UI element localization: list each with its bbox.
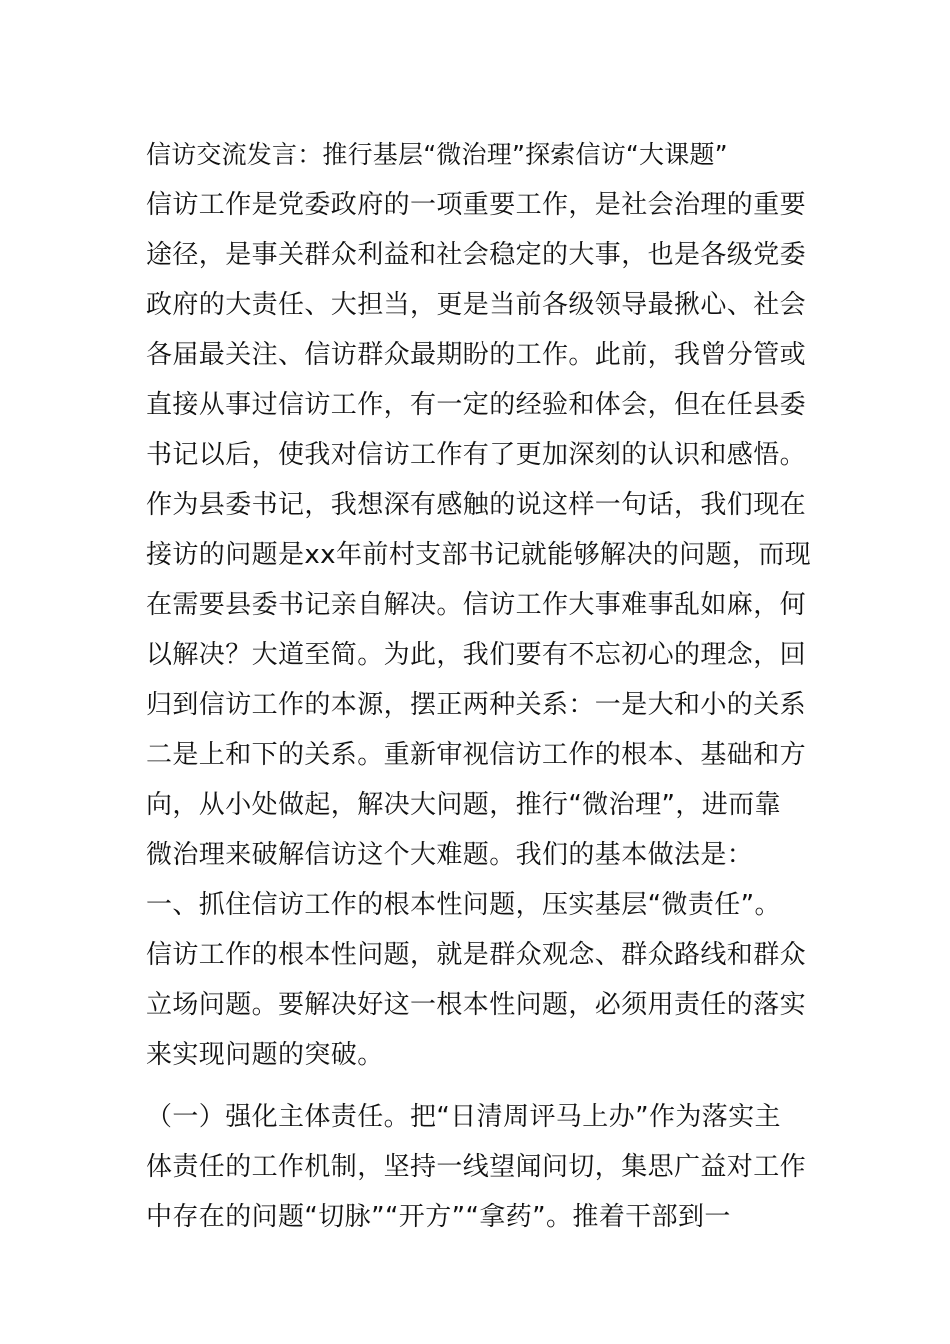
paragraph-line: 立场问题。要解决好这一根本性问题，必须用责任的落实 <box>146 990 807 1020</box>
paragraph-line: 来实现问题的突破。 <box>146 1040 384 1070</box>
section-heading: 一、抓住信访工作的根本性问题，压实基层“微责任”。 <box>146 890 781 920</box>
paragraph-line: 向，从小处做起，解决大问题，推行“微治理”，进而靠 <box>146 790 781 820</box>
paragraph-line: 接访的问题是xx年前村支部书记就能够解决的问题，而现 <box>146 540 812 570</box>
subsection-line: （一）强化主体责任。把“日清周评马上办”作为落实主 <box>146 1102 781 1132</box>
paragraph-gap <box>146 1080 816 1092</box>
paragraph-line: 政府的大责任、大担当，更是当前各级领导最揪心、社会 <box>146 290 807 320</box>
paragraph-line: 微治理来破解信访这个大难题。我们的基本做法是： <box>146 840 754 870</box>
paragraph-line: 各届最关注、信访群众最期盼的工作。此前，我曾分管或 <box>146 340 807 370</box>
paragraph-line: 以解决？大道至简。为此，我们要有不忘初心的理念，回 <box>146 640 807 670</box>
document-body <box>146 130 816 1242</box>
paragraph-line: 在需要县委书记亲自解决。信访工作大事难事乱如麻，何 <box>146 590 807 620</box>
paragraph-line: 直接从事过信访工作，有一定的经验和体会，但在任县委 <box>146 390 807 420</box>
paragraph-line: 信访工作是党委政府的一项重要工作，是社会治理的重要 <box>146 190 807 220</box>
paragraph-line: 中存在的问题“切脉”“开方”“拿药”。推着干部到一 <box>146 1202 731 1232</box>
paragraph-line: 书记以后，使我对信访工作有了更加深刻的认识和感悟。 <box>146 440 807 470</box>
paragraph-line: 二是上和下的关系。重新审视信访工作的根本、基础和方 <box>146 740 807 770</box>
paragraph-line: 归到信访工作的本源，摆正两种关系：一是大和小的关系 <box>146 690 807 720</box>
paragraph-line: 体责任的工作机制，坚持一线望闻问切，集思广益对工作 <box>146 1152 807 1182</box>
paragraph-line: 途径，是事关群众利益和社会稳定的大事，也是各级党委 <box>146 240 807 270</box>
document-title: 信访交流发言：推行基层“微治理”探索信访“大课题” <box>146 140 728 169</box>
paragraph-line: 作为县委书记，我想深有感触的说这样一句话，我们现在 <box>146 490 807 520</box>
paragraph-line: 信访工作的根本性问题，就是群众观念、群众路线和群众 <box>146 940 807 970</box>
